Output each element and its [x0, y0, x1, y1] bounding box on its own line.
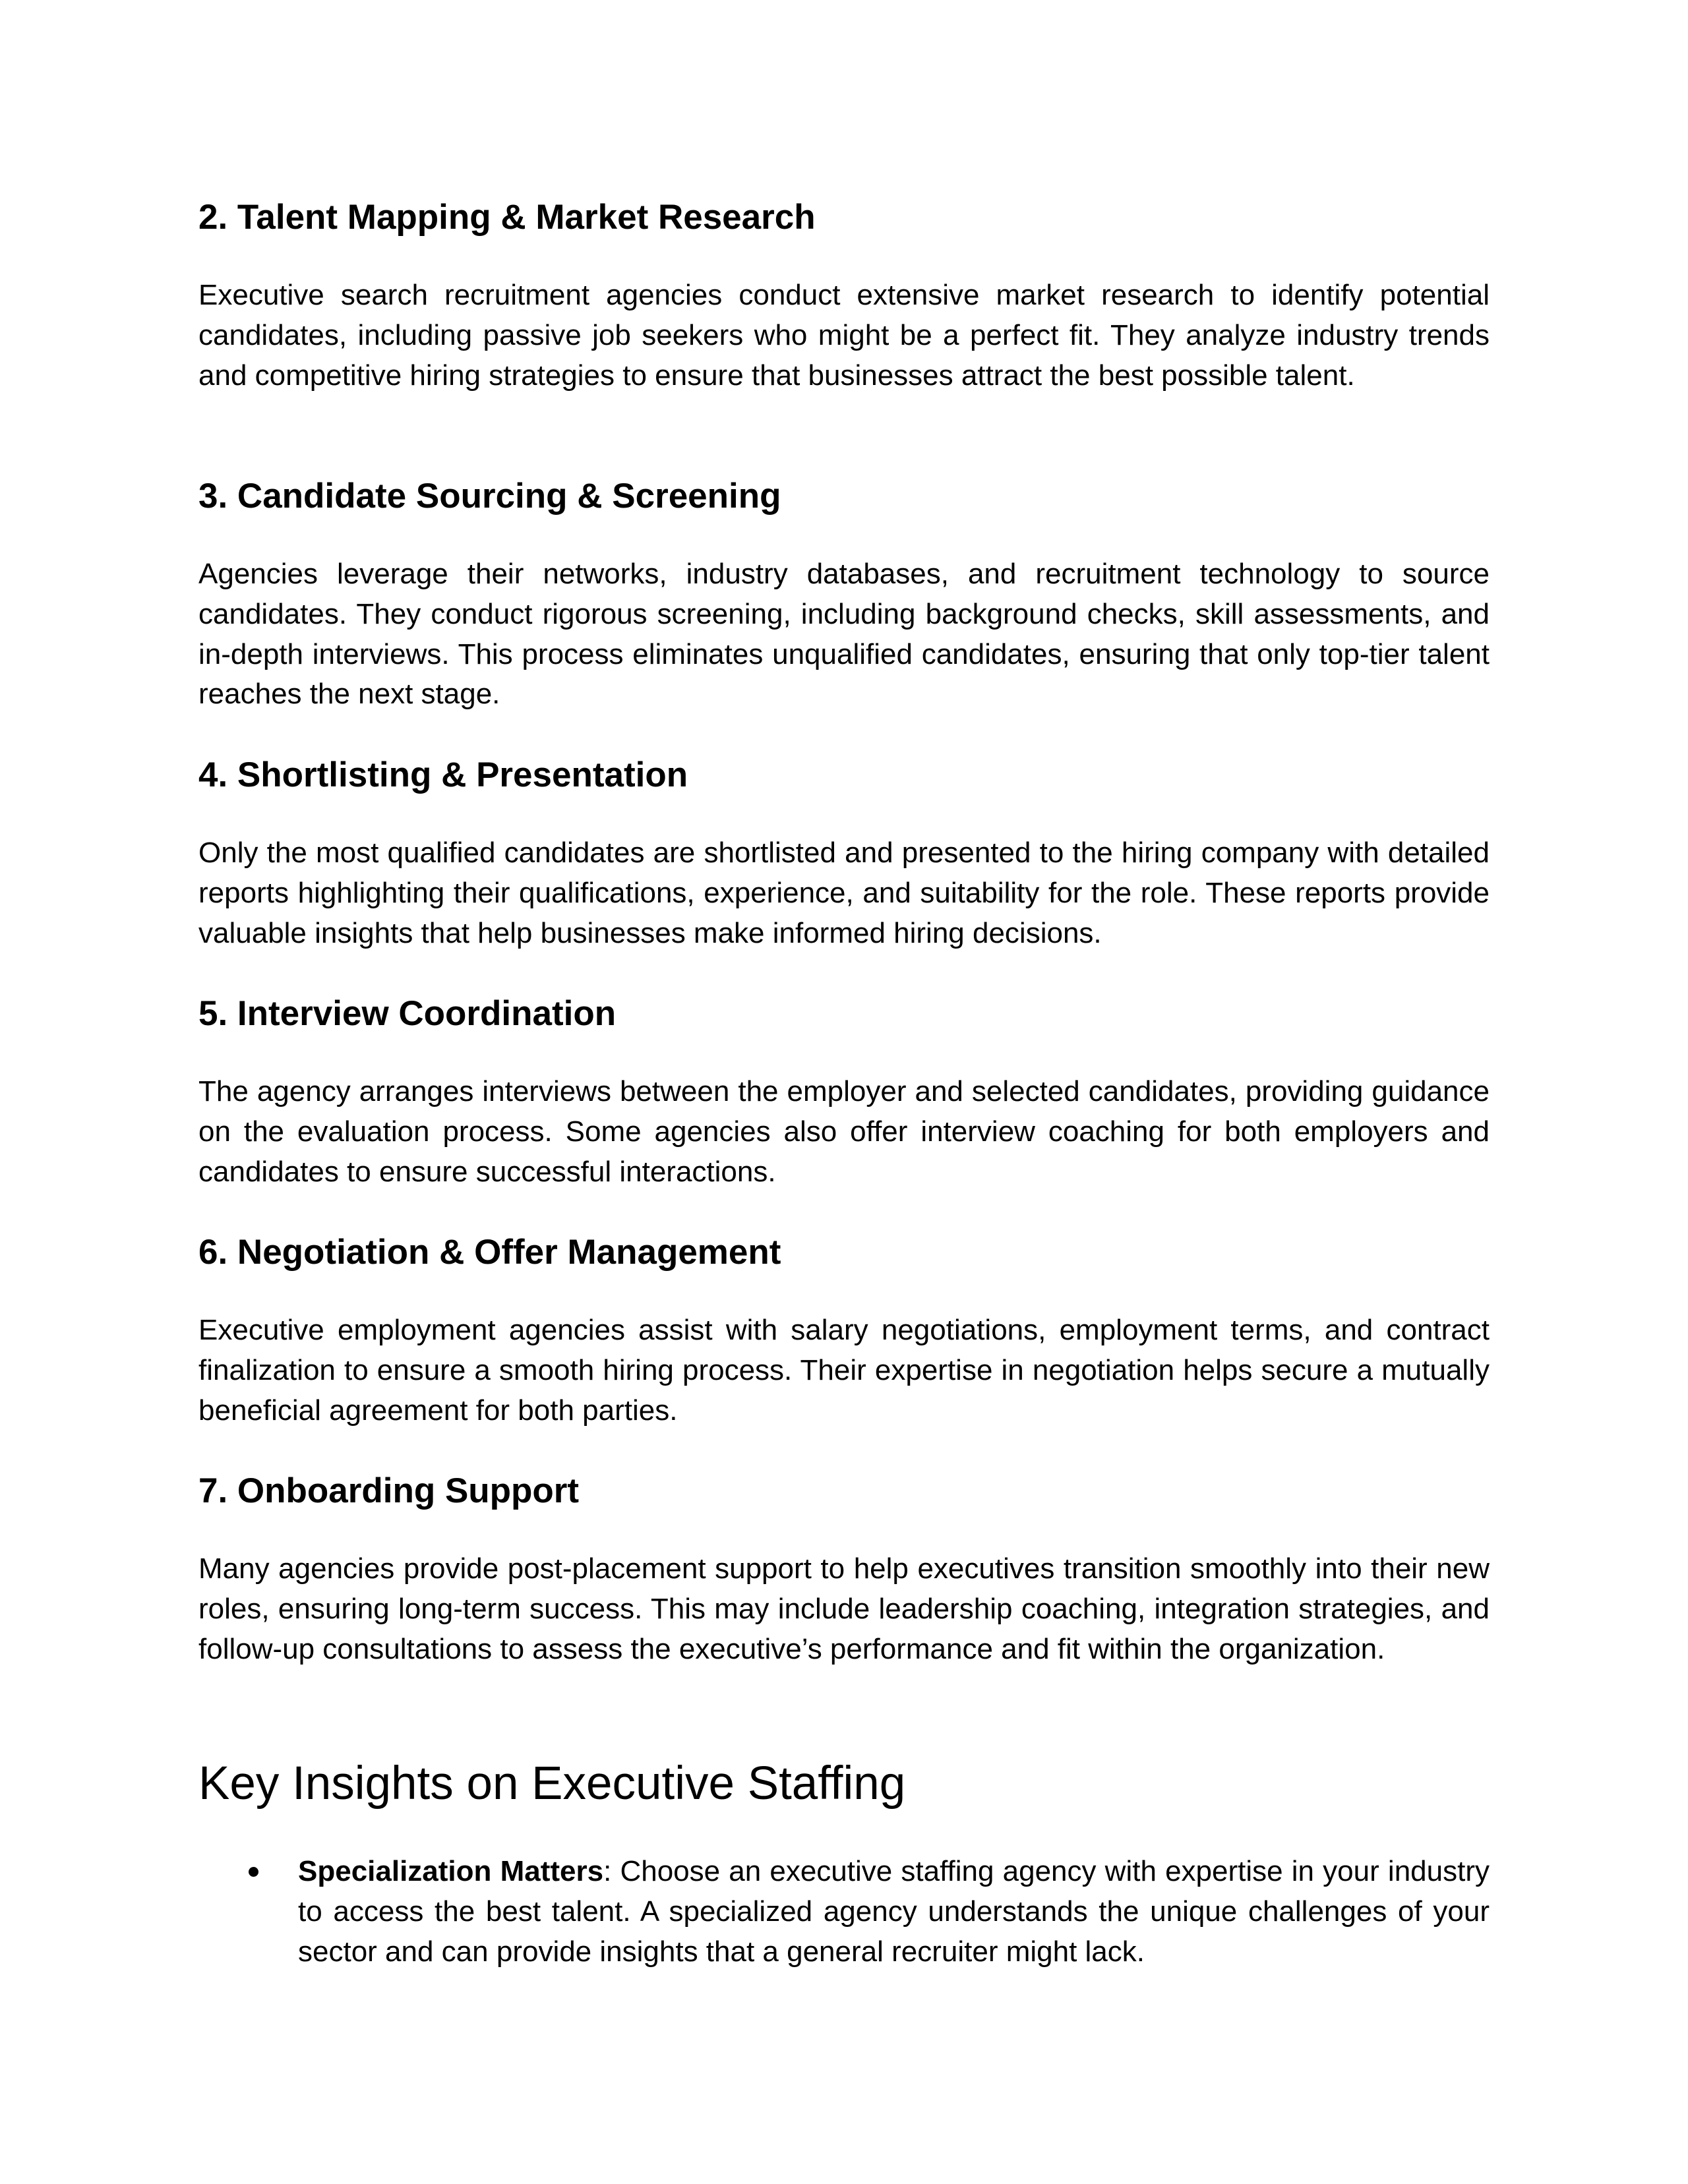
section-heading-negotiation: 6. Negotiation & Offer Management	[198, 1233, 781, 1272]
section-heading-interview-coordination: 5. Interview Coordination	[198, 994, 617, 1033]
section-body-interview-coordination: The agency arranges interviews between the employer and selected candidates, providing guidance on the evaluation process. Some agencies also offer interview coaching for both employers and candidates to ensure successful interactions.	[198, 1075, 1490, 1188]
section-body-candidate-sourcing: Agencies leverage their networks, industry databases, and recruitment technology to source candidates. They conduct rigorous screening, including background checks, skill assessments, and in-depth interviews. This process eliminates unqualified candidates, ensuring that only top-tier talent reaches the next stage.	[198, 558, 1490, 711]
bullet-icon	[249, 1867, 258, 1877]
list-item-description: : Choose an executive staffing agency with expertise in your industry to access the best talent. A specialized agency understands the unique challenges of your sector and can provide insights that a general recruiter might lack.	[298, 1855, 1490, 1968]
insights-heading: Key Insights on Executive Staffing	[198, 1757, 906, 1810]
section-heading-candidate-sourcing: 3. Candidate Sourcing & Screening	[198, 477, 781, 516]
insights-list	[198, 1852, 1490, 1972]
list-item-term: Specialization Matters	[298, 1855, 604, 1887]
list-item-text	[298, 1852, 1490, 1972]
list-item	[198, 1852, 1490, 1972]
section-heading-onboarding: 7. Onboarding Support	[198, 1471, 580, 1510]
section-heading-talent-mapping: 2. Talent Mapping & Market Research	[198, 198, 816, 237]
section-body-onboarding: Many agencies provide post-placement support to help executives transition smoothly into their new roles, ensuring long-term success. This may include leadership coaching, integration strategies, and follow-up consultations to assess the executive’s performance and fit within the organization.	[198, 1552, 1490, 1665]
section-body-talent-mapping: Executive search recruitment agencies conduct extensive market research to identify potential candidates, including passive job seekers who might be a perfect fit. They analyze industry trends and competitive hiring strategies to ensure that businesses attract the best possible talent.	[198, 279, 1490, 392]
section-body-negotiation: Executive employment agencies assist with salary negotiations, employment terms, and contract finalization to ensure a smooth hiring process. Their expertise in negotiation helps secure a mutually beneficial agreement for both parties.	[198, 1314, 1490, 1427]
section-body-shortlisting: Only the most qualified candidates are shortlisted and presented to the hiring company with detailed reports highlighting their qualifications, experience, and suitability for the role. These reports provide valuable insights that help businesses make informed hiring decisions.	[198, 837, 1490, 949]
section-heading-shortlisting: 4. Shortlisting & Presentation	[198, 755, 688, 794]
